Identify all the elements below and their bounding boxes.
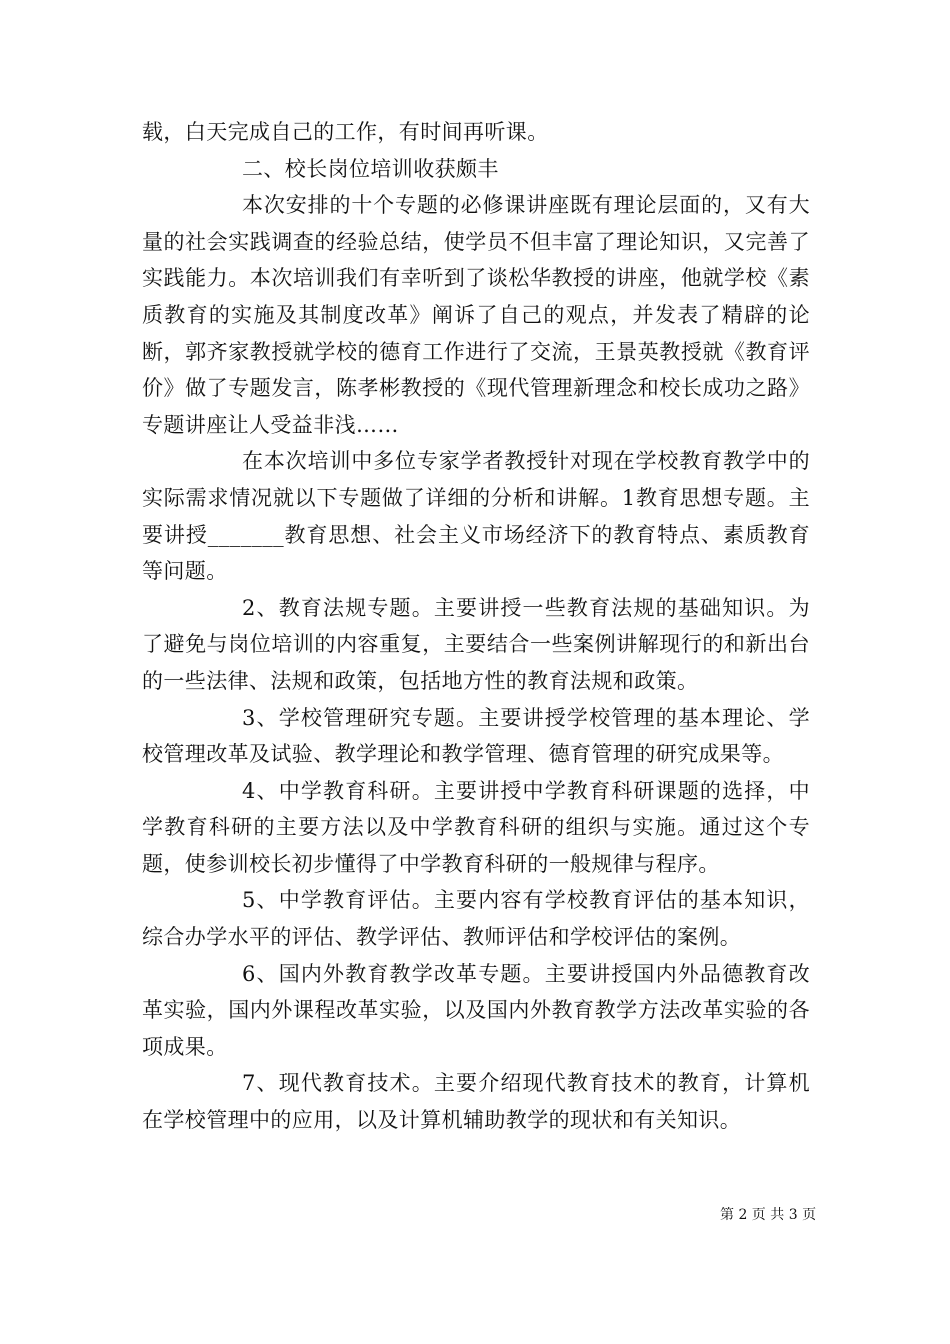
paragraph-topic-3: 3、学校管理研究专题。主要讲授学校管理的基本理论、学校管理改革及试验、教学理论和教学管理、德育管理的研究成果等。	[142, 705, 810, 767]
paragraph-topic-1: 在本次培训中多位专家学者教授针对现在学校教育教学中的实际需求情况就以下专题做了详细的分析和讲解。1教育思想专题。主要讲授_______教育思想、社会主义市场经济下的教育特点、素质教育等问题。	[142, 449, 810, 584]
page-number-footer: 第 2 页 共 3 页	[720, 1207, 817, 1223]
paragraph-lectures: 本次安排的十个专题的必修课讲座既有理论层面的，又有大量的社会实践调查的经验总结，使学员不但丰富了理论知识，又完善了实践能力。本次培训我们有幸听到了谈松华教授的讲座，他就学校《素质教育的实施及其制度改革》阐诉了自己的观点，并发表了精辟的论断，郭齐家教授就学校的德育工作进行了交流，王景英教授就《教育评价》做了专题发言，陈孝彬教授的《现代管理新理念和校长成功之路》专题讲座让人受益非浅……	[142, 193, 810, 437]
paragraph-topic-4: 4、中学教育科研。主要讲授中学教育科研课题的选择，中学教育科研的主要方法以及中学教育科研的组织与实施。通过这个专题，使参训校长初步懂得了中学教育科研的一般规律与程序。	[142, 778, 810, 876]
document-body	[142, 114, 810, 1139]
paragraph-topic-6: 6、国内外教育教学改革专题。主要讲授国内外品德教育改革实验，国内外课程改革实验，以及国内外教育教学方法改革实验的各项成果。	[142, 961, 810, 1059]
section-heading: 二、校长岗位培训收获颇丰	[242, 156, 499, 181]
paragraph-topic-5: 5、中学教育评估。主要内容有学校教育评估的基本知识，综合办学水平的评估、教学评估、教师评估和学校评估的案例。	[142, 888, 810, 950]
paragraph-continuation: 载，白天完成自己的工作，有时间再听课。	[142, 120, 549, 144]
paragraph-topic-7: 7、现代教育技术。主要介绍现代教育技术的教育，计算机在学校管理中的应用，以及计算机辅助教学的现状和有关知识。	[142, 1071, 810, 1133]
paragraph-topic-2: 2、教育法规专题。主要讲授一些教育法规的基础知识。为了避免与岗位培训的内容重复，主要结合一些案例讲解现行的和新出台的一些法律、法规和政策，包括地方性的教育法规和政策。	[142, 595, 810, 693]
